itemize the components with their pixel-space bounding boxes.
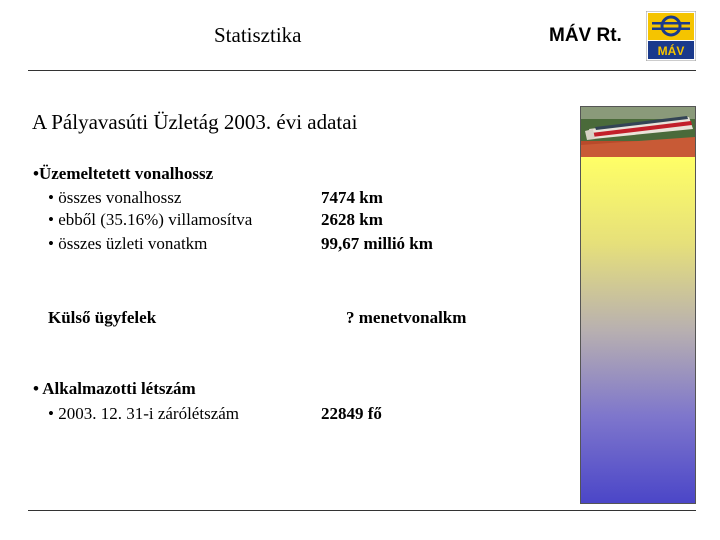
decorative-sidebar [580, 106, 696, 504]
external-clients-label: Külső ügyfelek [48, 308, 157, 327]
item-value-total-length: 7474 km [321, 188, 383, 207]
item-label-headcount: • 2003. 12. 31-i zárólétszám [48, 404, 240, 423]
top-divider [28, 70, 696, 71]
mav-logo-icon [646, 11, 696, 61]
train-photo [581, 107, 695, 157]
item-label-train-km: • összes üzleti vonatkm [48, 234, 208, 253]
item-label-electrified: • ebből (35.16%) villamosítva [48, 210, 253, 229]
mav-logo [646, 11, 696, 61]
bottom-divider [28, 510, 696, 511]
section-heading-line-length: •Üzemeltetett vonalhossz [33, 164, 214, 183]
item-label-total-length: • összes vonalhossz [48, 188, 182, 207]
item-value-electrified: 2628 km [321, 210, 383, 229]
item-value-headcount: 22849 fő [321, 404, 382, 423]
brand-name: MÁV Rt. [549, 25, 622, 46]
logo-text: MÁV [657, 44, 685, 58]
section-heading-staff: • Alkalmazotti létszám [33, 379, 196, 398]
header-title: Statisztika [214, 23, 302, 47]
gradient-panel [581, 157, 695, 503]
subtitle: A Pályavasúti Üzletág 2003. évi adatai [32, 110, 358, 134]
external-clients-value: ? menetvonalkm [346, 308, 467, 327]
item-value-train-km: 99,67 millió km [321, 234, 433, 253]
